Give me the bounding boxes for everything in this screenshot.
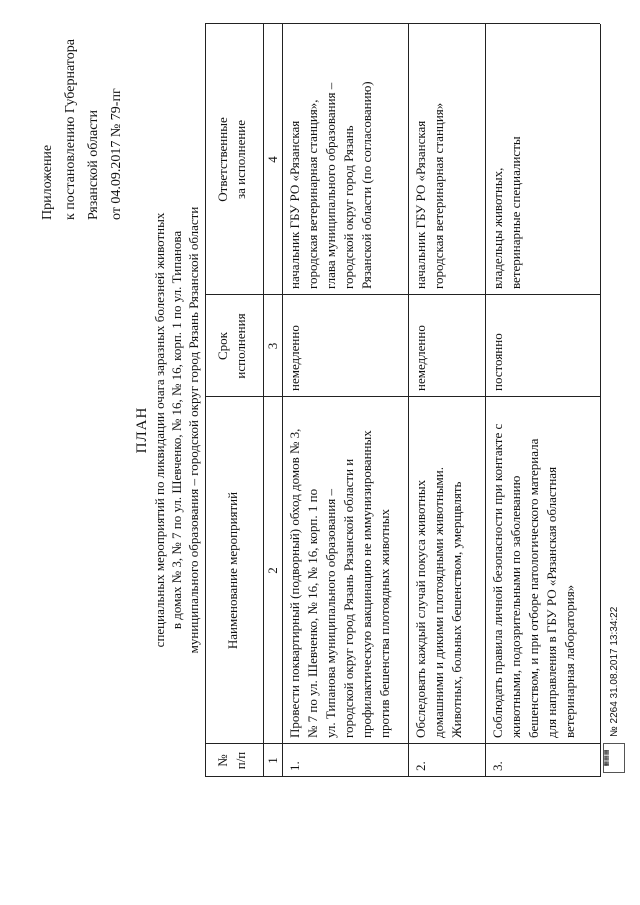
row-1-activity: Провести поквартирный (подворный) обход домов № 3, № 7 по ул. Шевченко, № 16, № 16, корп. 1 по ул. Типанова муниципального образования – городской округ город Рязань Рязанской области и профилактическую вакцинацию не иммунизированных против бешенства плотоядных животных (287, 428, 392, 738)
column-number: 1 (265, 757, 280, 764)
header-term: Срок исполнения (215, 313, 248, 379)
table-row-divider (485, 24, 486, 777)
table-border-bottom (600, 24, 601, 777)
column-number: 4 (265, 156, 280, 163)
appendix-region: Рязанской области (86, 109, 101, 220)
row-3-number: 3. (490, 761, 505, 771)
stamp-logo-icon: ▦▦▦ (603, 743, 625, 773)
title-line-1: специальных мероприятий по ликвидации очага заразных болезней животных (152, 212, 167, 648)
table-row-divider (408, 24, 409, 777)
row-3-responsible: владельцы животных, ветеринарные специалисты (490, 136, 523, 289)
title-line-3: муниципального образования – городской округ город Рязань Рязанской области (186, 206, 201, 654)
column-number: 2 (265, 567, 280, 574)
row-3-activity: Соблюдать правила личной безопасности при контакте с животными, подозрительными по заболеванию бешенством, и при отборе патологического материала для направления в ГБУ РО «Рязанская областная ветеринарная лаборатория» (490, 423, 577, 738)
header-name: Наименование мероприятий (225, 491, 240, 650)
row-2-responsible: начальник ГБУ РО «Рязанская городская ветеринарная станция» (413, 102, 446, 289)
table-border-top (205, 24, 206, 777)
appendix-label: Приложение (40, 144, 55, 220)
appendix-date-number: от 04.09.2017 № 79-пг (109, 88, 124, 220)
title-line-2: в домах № 3, № 7 по ул. Шевченко, № 16, № 16, корп. 1 по ул. Типанова (169, 230, 184, 630)
header-responsible: Ответственные за исполнение (215, 117, 248, 202)
stamp-number-datetime: № 2264 31.08.2017 13:34:22 (609, 606, 620, 737)
table-numbers-divider (282, 24, 283, 777)
appendix-reference: к постановлению Губернатора (63, 39, 78, 220)
document-title: ПЛАН (134, 406, 150, 454)
row-2-number: 2. (413, 761, 428, 771)
row-1-number: 1. (287, 761, 302, 771)
row-3-term: постоянно (490, 333, 505, 391)
column-number: 3 (265, 342, 280, 350)
header-num: № п/п (215, 751, 248, 770)
row-2-term: немедленно (413, 325, 428, 391)
row-2-activity: Обследовать каждый случай покуса животных домашними и дикими плотоядными животными. Животных, больных бешенством, умерщвлять (413, 467, 464, 738)
row-1-responsible: начальник ГБУ РО «Рязанская городская ветеринарная станция», глава муниципального образования – городской округ город Рязань Рязанской области (по согласованию) (287, 81, 374, 289)
row-1-term: немедленно (287, 325, 302, 391)
